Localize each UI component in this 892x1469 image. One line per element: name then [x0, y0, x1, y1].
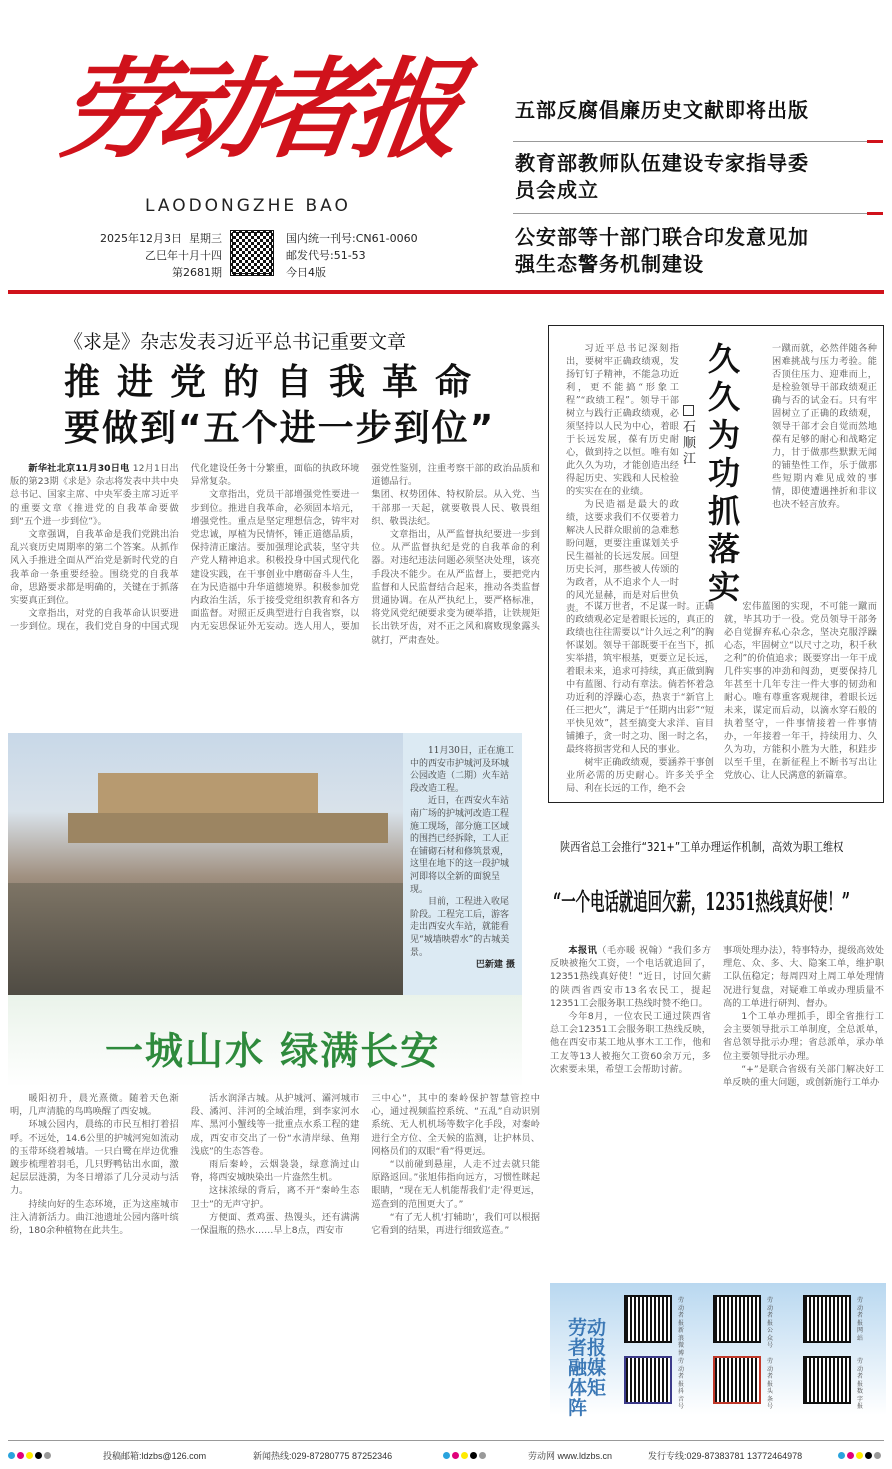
- commentary-col1: [566, 342, 679, 614]
- paragraph: 树牢正确政绩观，要涵养干事创业所必需的历史耐心。许多关乎全局、利在长远的工作，绝不会: [566, 757, 714, 794]
- qr-toutiao[interactable]: [713, 1356, 761, 1404]
- dateline: 新华社北京11月30日电: [28, 463, 130, 474]
- qr-digital-paper[interactable]: [803, 1356, 851, 1404]
- issue-dates: [70, 230, 222, 281]
- masthead-rule: [8, 290, 884, 294]
- author-name: 石顺江: [683, 420, 697, 467]
- paragraph: 文章强调，自我革命是我们党跳出治乱兴衰历史周期率的第二个答案。从抓作风入手推进全面从严治党是新时代党的自我革命一条重要经验。围绕党的自我革命，思路要求都是明确的，关键在于抓落实要真正到位。: [10, 529, 179, 607]
- paragraph: 这抹浓绿的背后，离不开“秦岭生态卫士”的无声守护。: [190, 1185, 360, 1210]
- paragraph: 一蹴而就，必然伴随各种困难挑战与压力考验。能否顶住压力、迎难而上，是检验领导干部政绩观正确与否的试金石。只有牢固树立了正确的政绩观，领导干部才会自觉而然地葆有足够的耐心和战略定力，甘于做那些默默无闻的铺垫性工作，乐于做那些短期内难见成效的事情，即使遭遇挫折和非议也决不轻言放弃。: [772, 343, 877, 510]
- paragraph: “+”是联合省级有关部门解决好工单反映的重大问题，或创新施行工单办: [723, 1063, 884, 1089]
- issue-qr-code[interactable]: [230, 230, 274, 276]
- paragraph: “以前碰到悬崖，人走不过去就只能原路返回。”张旭伟指向远方，习惯性眯起眼睛，“现在无人机能帮我们‘走’得更远，巡查到的范围更大了。”: [371, 1159, 540, 1210]
- issue-pages: 今日4版: [286, 266, 326, 279]
- qr-website[interactable]: [803, 1295, 851, 1343]
- registration-dots: [8, 1451, 53, 1461]
- paragraph: 1个工单办理抓手，即全省推行工会主要领导批示工单制度，全总派单，省总领导批示办理；省总派单，承办单位主要领导批示办理。: [723, 1011, 884, 1062]
- lead-title-line1: 推进党的自我革命: [64, 362, 489, 403]
- qr-label: 劳动者报公众号: [767, 1297, 774, 1349]
- lead-body: [10, 462, 540, 682]
- paragraph: 持续向好的生态环境，正为这座城市注入清新活力。曲江池遗址公园内落叶缤纷，180余种植物在此共生。: [10, 1198, 179, 1237]
- paragraph: 11月30日，正在施工中的西安市护城河及环城公园改造（二期）火车站段改造工程。: [410, 746, 514, 794]
- feature-title[interactable]: 一城山水 绿满长安: [105, 1028, 441, 1073]
- paragraph: “有了无人机‘打辅助’，我们可以根据它看到的结果，再进行细致巡查。”: [371, 1211, 540, 1237]
- qr-douyin[interactable]: [624, 1356, 672, 1404]
- paragraph: 集团、权势团体、特权阶层。从入党、当干部那一天起，就要敬畏人民、敬畏组织、敬畏法纪。: [371, 489, 540, 527]
- footer-hotline: 新闻热线:029-87280775 87252346: [253, 1451, 393, 1461]
- registration-dots: [443, 1451, 488, 1461]
- issue-postal: 邮发代号:51-53: [286, 249, 366, 262]
- footer: [8, 1440, 884, 1468]
- photo-caption: [403, 733, 522, 995]
- footer-email: 投稿邮箱:ldzbs@126.com: [103, 1451, 207, 1461]
- paragraph: 为民造福是最大的政绩，这要求我们不仅要着力解决人民群众眼前的急难愁盼问题，更要注重谋划关乎民生福祉的长远发展。回望历史长河，那些被人传颂的为政者，从不追求个人一时的风光显赫，而是对后世负责。: [566, 499, 679, 614]
- commentary-author: [683, 405, 699, 468]
- lead-label: 本报讯: [568, 945, 598, 956]
- shaanxi-kicker: 陕西省总工会推行“321+”工单办理运作机制，高效为职工维权: [560, 840, 844, 854]
- paragraph: 宏伟蓝图的实现，不可能一蹴而就，毕其功于一役。党员领导干部务必自觉摒弃私心杂念，坚决克服浮躁心态，牢固树立“以尺寸之功，积千秋之利”的价值追求；既要穿出一年干成几件实事的冲劲和闯劲，更要保持几年甚至十几年专注一件大事的韧劲和耐心。唯有尊重客观规律，着眼长远未来，谋定而后动，以滴水穿石般的执着坚守，一件事情接着一件事情办，一年接着一年干，持续用力、久久为功，方能积小胜为大胜，积跬步以至千里，在新征程上不断书写出让党放心、让人民满意的新篇章。: [724, 601, 877, 781]
- shaanxi-title[interactable]: “一个电话就追回欠薪，12351热线真好使！”: [553, 887, 851, 916]
- lead-kicker: 《求是》杂志发表习近平总书记重要文章: [64, 331, 407, 353]
- headline-2[interactable]: 教育部教师队伍建设专家指导委员会成立: [515, 151, 809, 202]
- square-icon: [683, 405, 694, 416]
- paragraph: 方便面、煮鸡蛋、热馒头，还有满满一保温瓶的热水……早上8点，西安市: [190, 1211, 360, 1237]
- paragraph: 三中心”，其中的秦岭保护智慧管控中心，通过视频监控系统、“五乱”自动识别系统、无人机机场等数字化手段，对秦岭进行全方位、全天候的监测，让护林员、网格员们的双眼“看”得更远。: [371, 1093, 540, 1157]
- masthead-pinyin: LAODONGZHE BAO: [145, 196, 351, 216]
- issue-weekday: 星期三: [189, 232, 222, 245]
- lead-title-line2: 要做到“五个进一步到位”: [64, 408, 496, 449]
- qr-label: 劳动者报抖音号: [678, 1358, 685, 1410]
- paragraph: 活水润泽古城。从护城河、灞河城市段、潏河、沣河的全域治理，到李家河水库、黑河小蟹线等一批重点水系工程的建成，西安市交出了一份“水清岸绿、鱼翔浅底”的生态答卷。: [190, 1093, 360, 1157]
- paragraph: 今年8月，一位农民工通过陕西省总工会12351工会服务职工热线反映，他在西安市某工地从事木工工作，他和工友等13人被拖欠工资60余万元，多次索要未果，希望工会帮助讨薪。: [550, 1011, 711, 1075]
- issue-number: 第2681期: [172, 266, 222, 279]
- qr-label: 劳动者报数字报: [857, 1358, 864, 1410]
- paragraph: “我们多方反映被拖欠工资，一个电话就追回了，12351热线真好使！”近日，讨回欠薪的陕西省西安市13名农民工，提起12351工会服务职工热线时赞不绝口。: [550, 945, 712, 1009]
- paragraph: 文章指出，党员干部增强党性要进一步到位。推进自我革命，必须固本培元，增强党性。重点是坚定理想信念，铸牢对党忠诚，厚植为民情怀，锤正道德品质，保持清正廉洁。要加强理论武装，坚守共产党人精神追求。积极投身中国式现代化建设实践，在干事创业中磨砺奋斗人生，在为民造福中升华道德境界。积极参加党内政治生活，乐于接受党组织教育和各方面监督。对照正反典型进行自我省察，以内无妄思保证外无妄动。选人用人，要加强党性鉴别，注重考察干部的政治品质和道德品行。: [190, 463, 540, 633]
- qr-label: 劳动者报新浪微博: [678, 1297, 685, 1357]
- headline-1[interactable]: 五部反腐倡廉历史文献即将出版: [515, 98, 809, 122]
- paragraph: 近日，在西安火车站南广场的护城河改造工程施工现场，部分施工区域的围挡已经拆除，工人正在铺砌石材和修筑景观，这里在地下的这一段护城河即将以全新的面貌呈现。: [410, 796, 510, 895]
- commentary-col2: [566, 600, 714, 794]
- footer-site[interactable]: 劳动网 www.ldzbs.cn: [528, 1451, 613, 1461]
- qr-label: 劳动者报网站: [857, 1297, 864, 1342]
- divider: [513, 213, 883, 214]
- feature-body: [10, 1092, 540, 1432]
- issue-lunar: 乙巳年十月十四: [145, 249, 222, 262]
- qr-label: 劳动者报头条号: [767, 1358, 774, 1410]
- issue-date: 2025年12月3日: [100, 232, 182, 245]
- paragraph: 环城公园内，晨练的市民互相打着招呼。不远处，14.6公里的护城河宛如流动的玉带环绕着城墙。一只白鹭在岸边优雅踱步梳理着羽毛，几只野鸭钻出水面，激起层层涟漪，为冬日增添了几分灵动与活力。: [10, 1119, 179, 1197]
- byline: （毛亦暖 祝翰）: [597, 945, 668, 956]
- qr-weibo[interactable]: [624, 1295, 672, 1343]
- masthead-logo: 劳动者报: [51, 47, 461, 173]
- footer-distribution: 发行专线:029-87383781 13772464978: [648, 1451, 803, 1461]
- issue-cn: 国内统一刊号:CN61-0060: [286, 232, 418, 245]
- paragraph: 事项处理办法），特事特办，提级高效处理危、众、多、大、隐案工单，维护职工队伍稳定；每周四对上周工单处理情况进行复盘，对疑难工单或办理质量不高的工单进行研判、督办。: [723, 945, 884, 1009]
- shaanxi-body: [550, 944, 884, 1274]
- paragraph: 12月1日出版的第23期《求是》杂志将发表中共中央总书记、国家主席、中央军委主席习近平的重要文章《推进党的自我革命要做到“五个进一步到位”》。: [10, 463, 179, 527]
- divider: [513, 141, 883, 142]
- paragraph: 不谋万世者，不足谋一时。正确的政绩观必定是着眼长远的，真正的政绩也往往需要以“计久远之利”的胸怀谋划。领导干部既要干在当下，抓实举措，筑牢根基，更要立足长远，着眼未来，追求可持续，真正做到胸中有蓝图、行动有章法。倘若怀着急功近利的浮躁心态，热衷于“新官上任三把火”，满足于“任期内出彩”“短平快见效”，甚至搞变大求洋、盲目铺摊子，贪一时之功、图一时之名，最终将损害党和人民的事业。: [566, 601, 714, 755]
- lead-title[interactable]: [64, 360, 495, 452]
- headline-3[interactable]: 公安部等十部门联合印发意见加强生态警务机制建设: [515, 225, 809, 276]
- paragraph: 暖阳初升，晨光熹微。随着天色渐明，几声清脆的鸟鸣唤醒了西安城。: [10, 1093, 179, 1118]
- paragraph: 目前，工程进入收尾阶段。工程完工后，游客走出西安火车站，就能看见“城墙映碧水”的古城美景。: [410, 897, 510, 958]
- photo-credit: 巴新建 摄: [475, 960, 515, 971]
- commentary-title[interactable]: 久久为功抓落实: [708, 340, 741, 606]
- issue-info: [286, 230, 418, 281]
- construction-site: [8, 883, 408, 995]
- paragraph: 文章指出，从严监督执纪要进一步到位。从严监督执纪是党的自我革命的利器。对违纪违法问题必须坚决处理，该亮手段决不能少。在从严监督上，要把党内监督和人民监督结合起来，推动各类监督贯通协调。在从严执纪上，要严格标准，将党风党纪硬要求变为硬举措，让铁规矩长出铁牙齿，对不正之风和腐败现象露头就打，严肃查处。: [371, 529, 540, 646]
- commentary-col3b: [724, 600, 877, 790]
- station-wall: [68, 813, 388, 843]
- commentary-col3a: [772, 342, 877, 600]
- paragraph: 习近平总书记深刻指出，要树牢正确政绩观，发扬钉钉子精神，不能急功近利，更不能搞“形象工程”“政绩工程”。领导干部树立与践行正确政绩观，必须坚持以人民为中心，着眼于长远发展，葆有历史耐心，做到持之以恒。唯有如此久久为功，才能创造出经得起历史、实践和人民检验的实实在在的业绩。: [566, 343, 679, 497]
- registration-dots: [838, 1451, 883, 1461]
- qr-wechat[interactable]: [713, 1295, 761, 1343]
- paragraph: 文章指出，对党的自我革命认识要进一步到位。现在，我们党自身的中国式现代化建设任务十分繁重，面临的执政环境异常复杂。: [10, 463, 360, 633]
- media-matrix-title: 劳动者报融媒体矩阵: [568, 1317, 607, 1419]
- paragraph: 雨后秦岭，云烟袅袅，绿意淌过山脊，将西安城映染出一片盎然生机。: [190, 1159, 360, 1184]
